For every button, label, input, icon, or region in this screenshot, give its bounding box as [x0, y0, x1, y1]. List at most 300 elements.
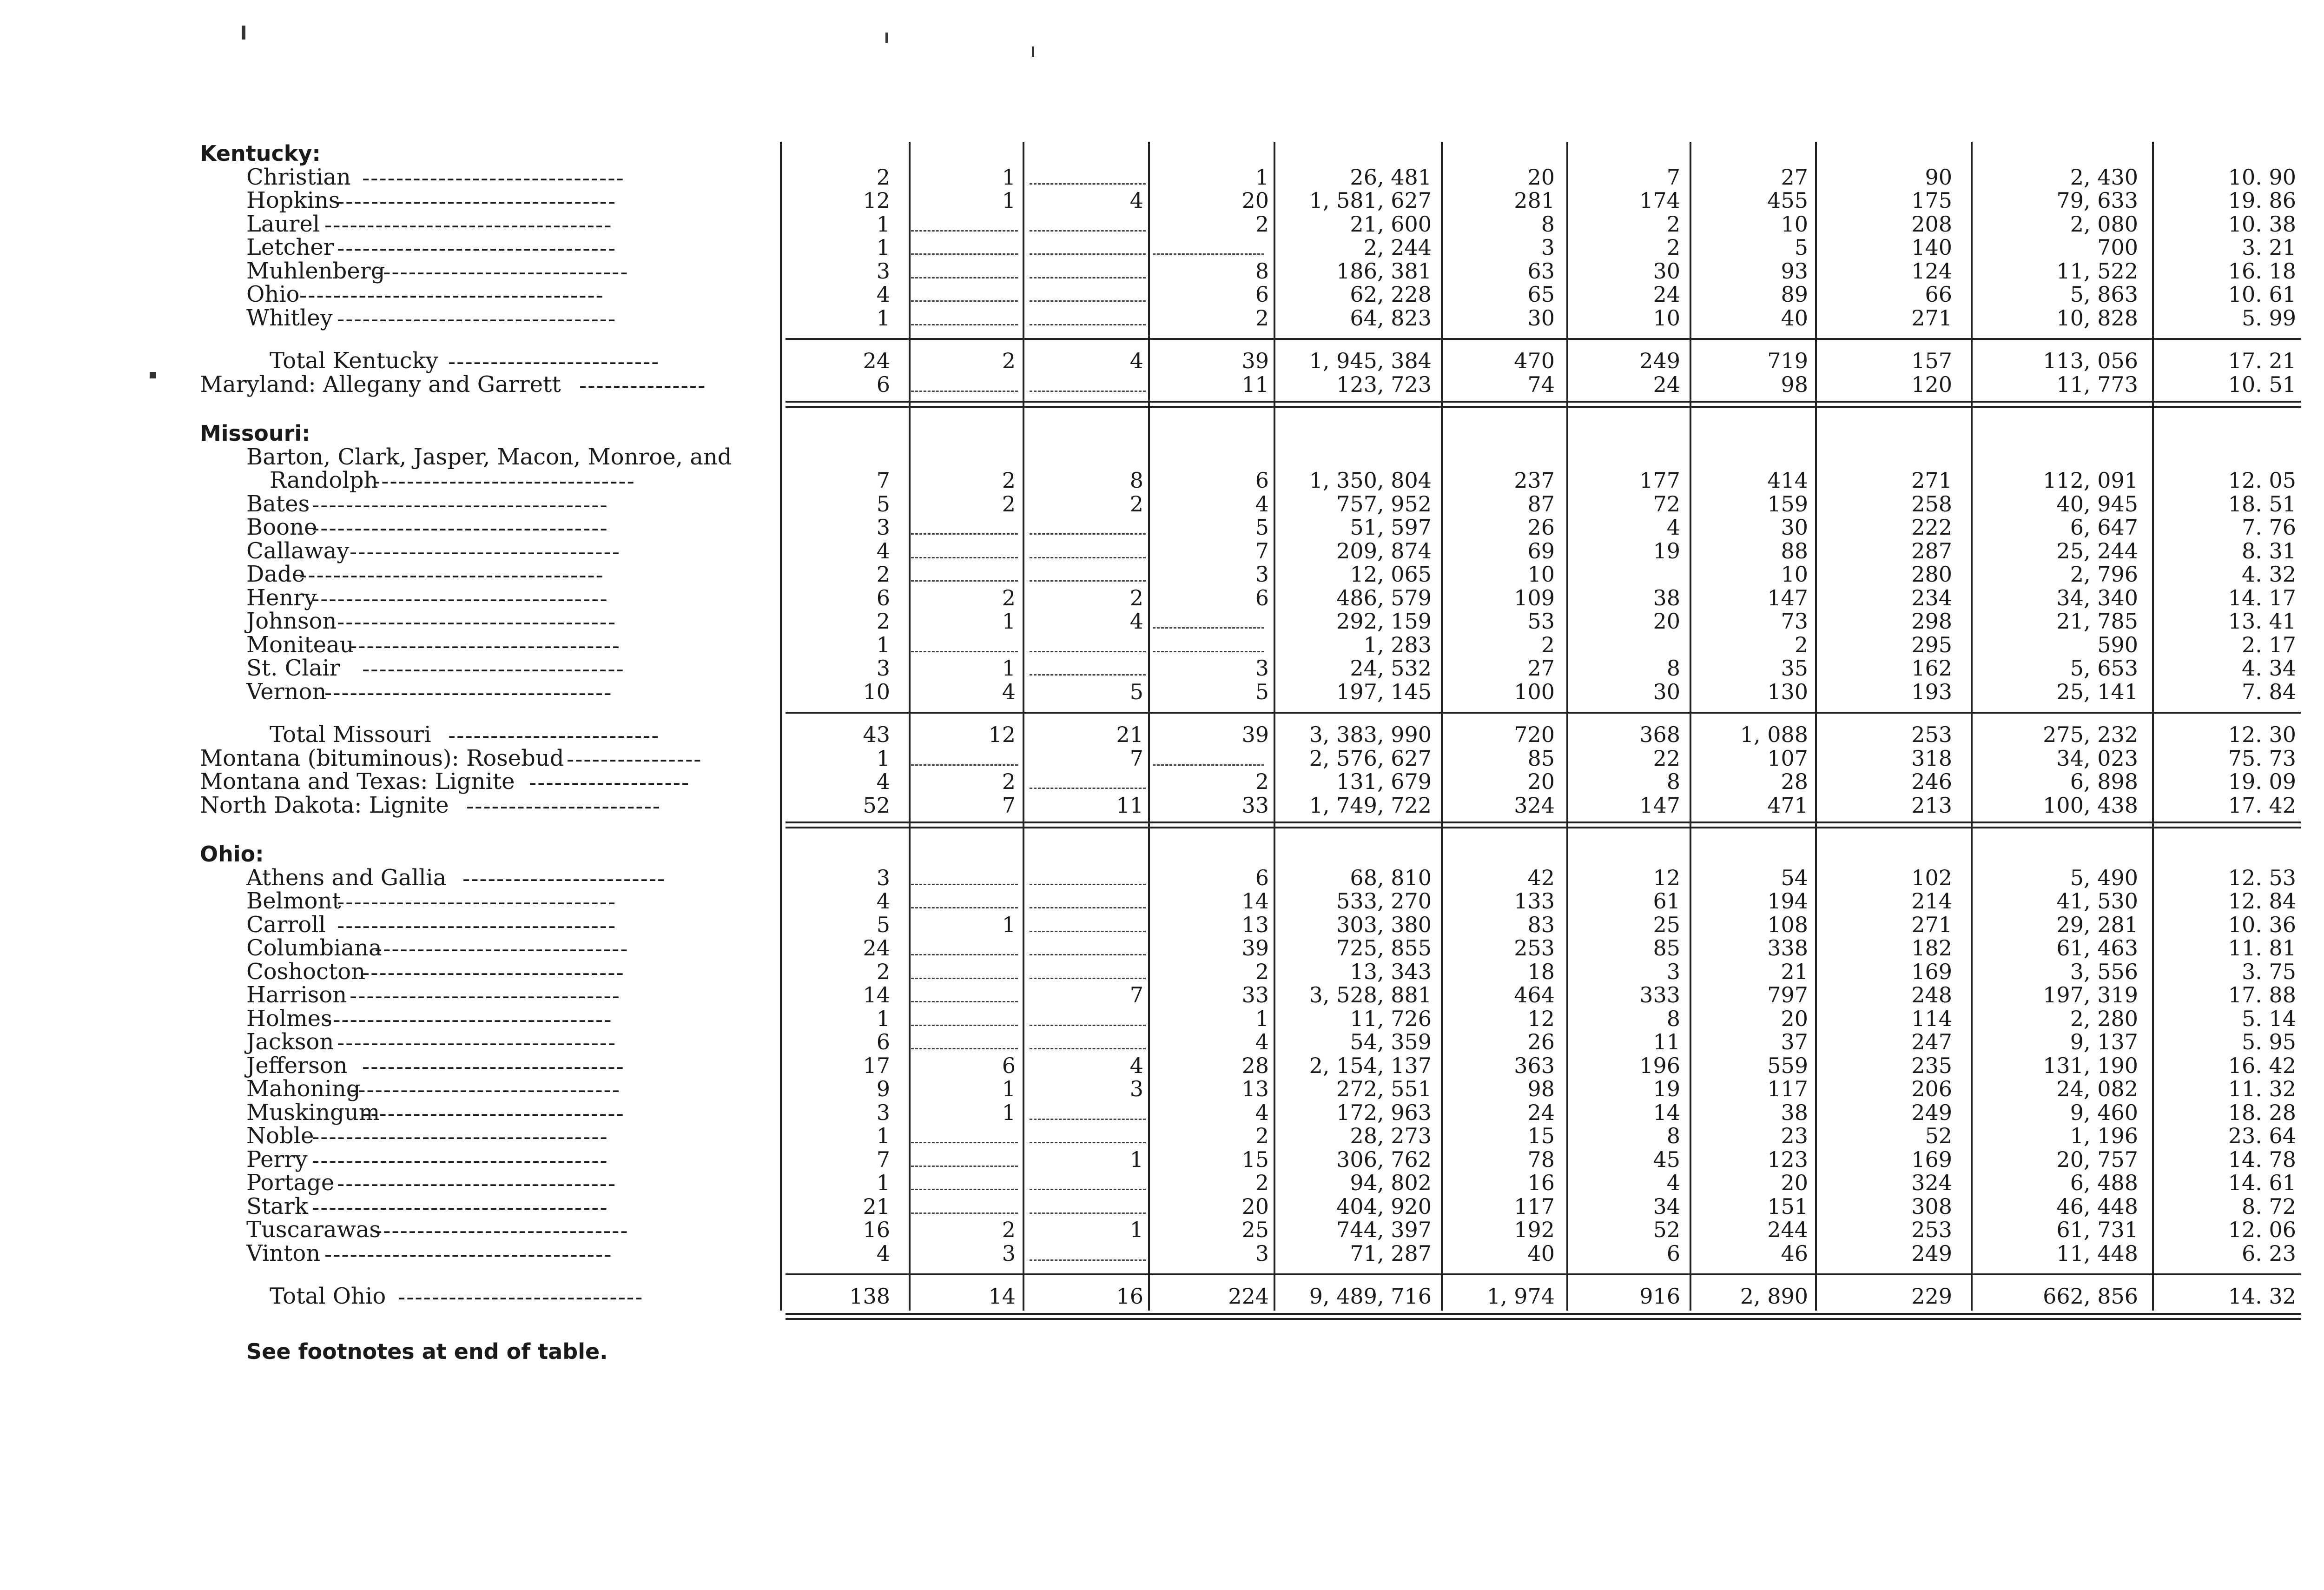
leader-dots: -------------------------------- [350, 983, 621, 1009]
table-cell: 15 [1527, 1123, 1555, 1148]
table-cell: 2, 244 [1363, 235, 1432, 260]
table-cell: 235 [1911, 1053, 1952, 1078]
table-cell: 52 [863, 792, 890, 818]
table-cell: 27 [1527, 656, 1555, 681]
table-cell: 159 [1767, 491, 1808, 517]
table-cell: 3 [1255, 1240, 1269, 1266]
row-label: Jefferson [246, 1052, 348, 1079]
table-cell: 1, 974 [1486, 1284, 1555, 1309]
leader-dots: ------------------------- [448, 722, 660, 749]
table-cell: 295 [1911, 632, 1952, 657]
table-cell: 3, 383, 990 [1309, 722, 1432, 747]
table-cell: 25 [1241, 1217, 1269, 1242]
table-cell: 26 [1527, 515, 1555, 540]
table-cell: 21 [863, 1193, 890, 1219]
column-rule [780, 142, 782, 1311]
table-cell: 2, 430 [2070, 164, 2138, 190]
table-cell: 94, 802 [1350, 1170, 1432, 1195]
table-cell: 192 [1514, 1217, 1555, 1242]
column-rule [1566, 142, 1568, 1311]
table-cell: 249 [1639, 348, 1680, 373]
table-cell: 83 [1527, 912, 1555, 937]
table-cell: 3 [1666, 959, 1680, 984]
row-label: Coshocton [246, 958, 366, 985]
table-cell: 213 [1911, 792, 1952, 818]
table-cell: 90 [1925, 164, 1952, 190]
leader-dots: ------------------------------------ [299, 562, 604, 588]
table-cell: 13. 41 [2228, 609, 2296, 634]
row-label: Stark [246, 1193, 308, 1219]
table-cell: 1 [1002, 1076, 1016, 1101]
table-cell: 75. 73 [2228, 745, 2296, 771]
table-cell: 13, 343 [1350, 959, 1432, 984]
table-cell: 3 [876, 1100, 890, 1125]
table-cell: 214 [1911, 888, 1952, 914]
column-rule [1023, 142, 1024, 1311]
empty-cell-dash [1153, 627, 1264, 629]
table-cell: 33 [1241, 982, 1269, 1007]
table-cell: 197, 319 [2043, 982, 2138, 1007]
table-cell: 123 [1767, 1146, 1808, 1172]
empty-cell-dash [911, 277, 1018, 278]
table-cell: 38 [1653, 585, 1680, 610]
table-cell: 209, 874 [1336, 538, 1432, 563]
table-cell: 4 [1129, 188, 1143, 213]
table-cell: 39 [1241, 348, 1269, 373]
table-cell: 24 [1653, 371, 1680, 397]
leader-dots: ----------------------------------- [312, 1124, 608, 1150]
table-cell: 23 [1781, 1123, 1808, 1148]
table-cell: 10. 90 [2228, 164, 2296, 190]
empty-cell-dash [911, 1025, 1018, 1026]
table-cell: 8 [1666, 656, 1680, 681]
table-cell: 1, 749, 722 [1309, 792, 1432, 818]
empty-cell-dash [911, 533, 1018, 535]
row-label: Johnson [246, 608, 337, 634]
leader-dots: ------------------------------ [375, 936, 629, 962]
table-cell: 1 [876, 1170, 890, 1195]
table-cell: 2 [1255, 959, 1269, 984]
table-cell: 21, 785 [2056, 609, 2138, 634]
table-cell: 8 [1666, 1006, 1680, 1031]
table-cell: 17. 42 [2228, 792, 2296, 818]
table-cell: 1 [1129, 1146, 1143, 1172]
table-cell: 1 [1002, 656, 1016, 681]
table-cell: 6 [1255, 585, 1269, 610]
table-cell: 21 [1116, 722, 1143, 747]
total-row-label: Total Kentucky [270, 348, 438, 374]
row-label: Henry [246, 584, 317, 611]
leader-dots: ------------------------------------ [299, 282, 604, 308]
table-cell: 4 [1666, 515, 1680, 540]
table-cell: 5 [1129, 679, 1143, 704]
row-label: Boone [246, 514, 317, 540]
leader-dots: ----------------------------------- [312, 585, 608, 612]
table-cell: 2 [1002, 468, 1016, 493]
table-cell: 5, 490 [2070, 865, 2138, 890]
empty-cell-dash [911, 230, 1018, 232]
table-cell: 6, 647 [2070, 515, 2138, 540]
leader-dots: --------------------------------- [337, 889, 617, 915]
table-cell: 74 [1527, 371, 1555, 397]
table-cell: 131, 679 [1336, 769, 1432, 794]
table-cell: 249 [1911, 1240, 1952, 1266]
table-cell: 3 [876, 656, 890, 681]
table-cell: 12 [1653, 865, 1680, 890]
leader-dots: ------------------------------- [362, 656, 625, 682]
table-cell: 17. 88 [2228, 982, 2296, 1007]
table-cell: 2, 080 [2070, 211, 2138, 237]
table-cell: 30 [1527, 305, 1555, 331]
table-cell: 12. 53 [2228, 865, 2296, 890]
leader-dots: ----------------------------------- [312, 491, 608, 518]
table-cell: 2 [1541, 632, 1555, 657]
table-cell: 20 [1781, 1006, 1808, 1031]
table-cell: 533, 270 [1336, 888, 1432, 914]
empty-cell-dash [911, 1142, 1018, 1143]
table-cell: 61, 731 [2056, 1217, 2138, 1242]
table-cell: 79, 633 [2056, 188, 2138, 213]
row-label: Tuscarawas [246, 1217, 381, 1243]
table-cell: 5 [876, 491, 890, 517]
table-cell: 89 [1781, 282, 1808, 307]
table-cell: 3. 75 [2241, 959, 2296, 984]
table-cell: 24 [1653, 282, 1680, 307]
table-cell: 4 [876, 769, 890, 794]
table-cell: 20, 757 [2056, 1146, 2138, 1172]
table-cell: 324 [1911, 1170, 1952, 1195]
table-cell: 4 [1129, 348, 1143, 373]
table-cell: 21 [1781, 959, 1808, 984]
table-cell: 52 [1653, 1217, 1680, 1242]
table-cell: 6 [1255, 282, 1269, 307]
table-cell: 2 [1255, 1170, 1269, 1195]
table-cell: 414 [1767, 468, 1808, 493]
table-cell: 117 [1514, 1193, 1555, 1219]
table-cell: 28 [1781, 769, 1808, 794]
table-cell: 23. 64 [2228, 1123, 2296, 1148]
table-cell: 11 [1116, 792, 1143, 818]
table-cell: 177 [1639, 468, 1680, 493]
leader-dots: ---------------------------------- [324, 1241, 613, 1267]
table-cell: 27 [1781, 164, 1808, 190]
table-cell: 2 [876, 164, 890, 190]
table-cell: 11 [1653, 1029, 1680, 1054]
table-cell: 2 [1129, 491, 1143, 517]
table-cell: 8 [1255, 258, 1269, 284]
table-cell: 253 [1514, 935, 1555, 961]
table-cell: 6 [1255, 468, 1269, 493]
table-cell: 39 [1241, 722, 1269, 747]
table-cell: 10 [1781, 211, 1808, 237]
table-cell: 72 [1653, 491, 1680, 517]
table-cell: 34, 340 [2056, 585, 2138, 610]
table-cell: 14. 78 [2228, 1146, 2296, 1172]
table-cell: 157 [1911, 348, 1952, 373]
table-cell: 2 [1002, 348, 1016, 373]
row-label: Athens and Gallia [246, 864, 447, 891]
table-cell: 172, 963 [1336, 1100, 1432, 1125]
table-cell: 19. 09 [2228, 769, 2296, 794]
table-cell: 64, 823 [1350, 305, 1432, 331]
table-cell: 12 [863, 188, 890, 213]
table-cell: 590 [2097, 632, 2138, 657]
table-cell: 24, 532 [1350, 656, 1432, 681]
table-cell: 1 [1002, 188, 1016, 213]
table-cell: 455 [1767, 188, 1808, 213]
table-cell: 12. 84 [2228, 888, 2296, 914]
table-cell: 54 [1781, 865, 1808, 890]
table-cell: 123, 723 [1336, 371, 1432, 397]
table-cell: 182 [1911, 935, 1952, 961]
table-cell: 22 [1653, 745, 1680, 771]
leader-dots: --------------------------------- [337, 912, 617, 939]
table-cell: 20 [1241, 1193, 1269, 1219]
table-cell: 3 [876, 515, 890, 540]
table-cell: 797 [1767, 982, 1808, 1007]
table-cell: 757, 952 [1336, 491, 1432, 517]
table-cell: 2 [1002, 491, 1016, 517]
table-cell: 85 [1527, 745, 1555, 771]
leader-dots: ------------------------------- [373, 468, 635, 494]
empty-cell-dash [1153, 651, 1264, 652]
table-cell: 7. 84 [2241, 679, 2296, 704]
table-cell: 35 [1781, 656, 1808, 681]
row-label: Whitley [246, 305, 333, 331]
table-cell: 281 [1514, 188, 1555, 213]
table-cell: 2 [1666, 235, 1680, 260]
table-cell: 222 [1911, 515, 1952, 540]
leader-dots: ----------------------------------- [312, 515, 608, 541]
table-cell: 275, 232 [2043, 722, 2138, 747]
table-cell: 30 [1653, 258, 1680, 284]
empty-cell-dash [911, 391, 1018, 392]
leader-dots: ----------------------------------- [312, 1147, 608, 1173]
table-cell: 102 [1911, 865, 1952, 890]
table-cell: 470 [1514, 348, 1555, 373]
table-cell: 88 [1781, 538, 1808, 563]
table-cell: 11, 448 [2056, 1240, 2138, 1266]
row-label: St. Clair [246, 655, 340, 681]
table-cell: 3 [876, 258, 890, 284]
table-cell: 7 [876, 1146, 890, 1172]
table-cell: 40 [1781, 305, 1808, 331]
leader-dots: ---------------------------------- [324, 212, 613, 238]
leader-dots: ------------------------------- [362, 1100, 625, 1126]
table-cell: 725, 855 [1336, 935, 1432, 961]
leader-dots: -------------------------------- [350, 632, 621, 659]
leader-dots: ---------------------------------- [324, 679, 613, 706]
table-cell: 6 [1002, 1053, 1016, 1078]
table-cell: 21, 600 [1350, 211, 1432, 237]
row-label: Hopkins [246, 187, 340, 213]
row-label: Belmont [246, 888, 341, 914]
table-cell: 7 [876, 468, 890, 493]
table-cell: 5. 99 [2241, 305, 2296, 331]
leader-dots: -------------------------------- [350, 1077, 621, 1103]
table-cell: 280 [1911, 562, 1952, 587]
table-cell: 6 [1255, 865, 1269, 890]
table-cell: 7 [1255, 538, 1269, 563]
empty-cell-dash [911, 300, 1018, 302]
table-cell: 39 [1241, 935, 1269, 961]
empty-cell-dash [911, 978, 1018, 979]
table-cell: 19. 86 [2228, 188, 2296, 213]
table-cell: 1, 283 [1363, 632, 1432, 657]
table-cell: 20 [1527, 769, 1555, 794]
table-cell: 9 [876, 1076, 890, 1101]
table-cell: 3 [876, 865, 890, 890]
row-label: Portage [246, 1170, 335, 1196]
table-cell: 719 [1767, 348, 1808, 373]
table-cell: 1, 581, 627 [1309, 188, 1432, 213]
row-label: Columbiana [246, 935, 382, 961]
table-cell: 1 [1255, 1006, 1269, 1031]
table-cell: 8. 31 [2241, 538, 2296, 563]
table-cell: 4 [1129, 609, 1143, 634]
table-cell: 25, 244 [2056, 538, 2138, 563]
leader-dots: ------------------------------- [362, 959, 625, 986]
row-label: Jackson [246, 1029, 334, 1055]
table-cell: 120 [1911, 371, 1952, 397]
table-cell: 24 [863, 348, 890, 373]
empty-cell-dash [1030, 651, 1146, 652]
table-cell: 16. 42 [2228, 1053, 2296, 1078]
table-cell: 12 [1527, 1006, 1555, 1031]
table-cell: 4 [876, 888, 890, 914]
leader-dots: ------------------- [529, 769, 690, 795]
table-cell: 7. 76 [2241, 515, 2296, 540]
table-cell: 30 [1653, 679, 1680, 704]
table-cell: 12 [988, 722, 1016, 747]
table-cell: 20 [1653, 609, 1680, 634]
rule [786, 338, 2301, 340]
table-cell: 5, 653 [2070, 656, 2138, 681]
table-cell: 28, 273 [1350, 1123, 1432, 1148]
table-cell: 14. 32 [2228, 1284, 2296, 1309]
table-cell: 1 [1255, 164, 1269, 190]
table-cell: 4 [1255, 1029, 1269, 1054]
row-label: Dade [246, 561, 305, 587]
footnote: See footnotes at end of table. [246, 1339, 608, 1364]
column-rule [1690, 142, 1691, 1311]
row-label: Carroll [246, 911, 326, 938]
table-cell: 131, 190 [2043, 1053, 2138, 1078]
table-cell: 98 [1527, 1076, 1555, 1101]
table-cell: 9, 460 [2070, 1100, 2138, 1125]
table-cell: 15 [1241, 1146, 1269, 1172]
table-cell: 18. 28 [2228, 1100, 2296, 1125]
row-label: Mahoning [246, 1076, 361, 1102]
table-cell: 2 [1255, 1123, 1269, 1148]
table-cell: 1 [876, 305, 890, 331]
table-cell: 298 [1911, 609, 1952, 634]
table-cell: 20 [1781, 1170, 1808, 1195]
table-cell: 186, 381 [1336, 258, 1432, 284]
table-cell: 93 [1781, 258, 1808, 284]
table-cell: 114 [1911, 1006, 1952, 1031]
table-cell: 2 [1002, 585, 1016, 610]
table-cell: 2 [1255, 211, 1269, 237]
table-cell: 14 [1653, 1100, 1680, 1125]
row-label: Maryland: Allegany and Garrett [200, 371, 561, 398]
table-cell: 662, 856 [2043, 1284, 2138, 1309]
table-cell: 1 [1002, 164, 1016, 190]
table-cell: 1 [876, 1006, 890, 1031]
table-cell: 12, 065 [1350, 562, 1432, 587]
table-cell: 61, 463 [2056, 935, 2138, 961]
table-cell: 61 [1653, 888, 1680, 914]
empty-cell-dash [911, 324, 1018, 325]
table-cell: 1 [876, 211, 890, 237]
table-cell: 38 [1781, 1100, 1808, 1125]
table-cell: 1 [1002, 609, 1016, 634]
table-cell: 109 [1514, 585, 1555, 610]
table-cell: 51, 597 [1350, 515, 1432, 540]
table-cell: 258 [1911, 491, 1952, 517]
table-cell: 4 [876, 1240, 890, 1266]
scan-speck [150, 372, 156, 378]
table-cell: 46 [1781, 1240, 1808, 1266]
table-cell: 12. 05 [2228, 468, 2296, 493]
table-cell: 7 [1666, 164, 1680, 190]
row-label: Muhlenberg [246, 258, 385, 284]
table-cell: 174 [1639, 188, 1680, 213]
empty-cell-dash [911, 1189, 1018, 1190]
table-cell: 40 [1527, 1240, 1555, 1266]
table-cell: 69 [1527, 538, 1555, 563]
table-cell: 2 [1002, 1217, 1016, 1242]
row-label: Laurel [246, 211, 320, 237]
table-cell: 6 [1666, 1240, 1680, 1266]
table-cell: 3, 528, 881 [1309, 982, 1432, 1007]
table-cell: 25, 141 [2056, 679, 2138, 704]
empty-cell-dash [911, 954, 1018, 955]
table-cell: 471 [1767, 792, 1808, 818]
table-cell: 700 [2097, 235, 2138, 260]
table-cell: 147 [1767, 585, 1808, 610]
table-cell: 2, 154, 137 [1309, 1053, 1432, 1078]
table-cell: 117 [1767, 1076, 1808, 1101]
table-cell: 24 [863, 935, 890, 961]
table-cell: 318 [1911, 745, 1952, 771]
table-cell: 303, 380 [1336, 912, 1432, 937]
total-row-label: Total Ohio [270, 1283, 386, 1309]
table-cell: 5, 863 [2070, 282, 2138, 307]
table-cell: 2 [876, 609, 890, 634]
table-cell: 306, 762 [1336, 1146, 1432, 1172]
table-cell: 196 [1639, 1053, 1680, 1078]
table-cell: 324 [1514, 792, 1555, 818]
table-cell: 29, 281 [2056, 912, 2138, 937]
table-cell: 224 [1228, 1284, 1269, 1309]
table-cell: 2 [1129, 585, 1143, 610]
table-cell: 52 [1925, 1123, 1952, 1148]
table-cell: 17. 21 [2228, 348, 2296, 373]
row-label: Montana (bituminous): Rosebud [200, 745, 564, 771]
double-rule [786, 401, 2301, 408]
table-cell: 2 [1255, 769, 1269, 794]
empty-cell-dash [911, 884, 1018, 885]
table-cell: 744, 397 [1336, 1217, 1432, 1242]
table-cell: 237 [1514, 468, 1555, 493]
total-row-label: Total Missouri [270, 722, 431, 748]
leader-dots: -------------------------------- [350, 538, 621, 565]
table-cell: 10 [1653, 305, 1680, 331]
table-cell: 916 [1639, 1284, 1680, 1309]
table-cell: 2 [1666, 211, 1680, 237]
table-cell: 45 [1653, 1146, 1680, 1172]
